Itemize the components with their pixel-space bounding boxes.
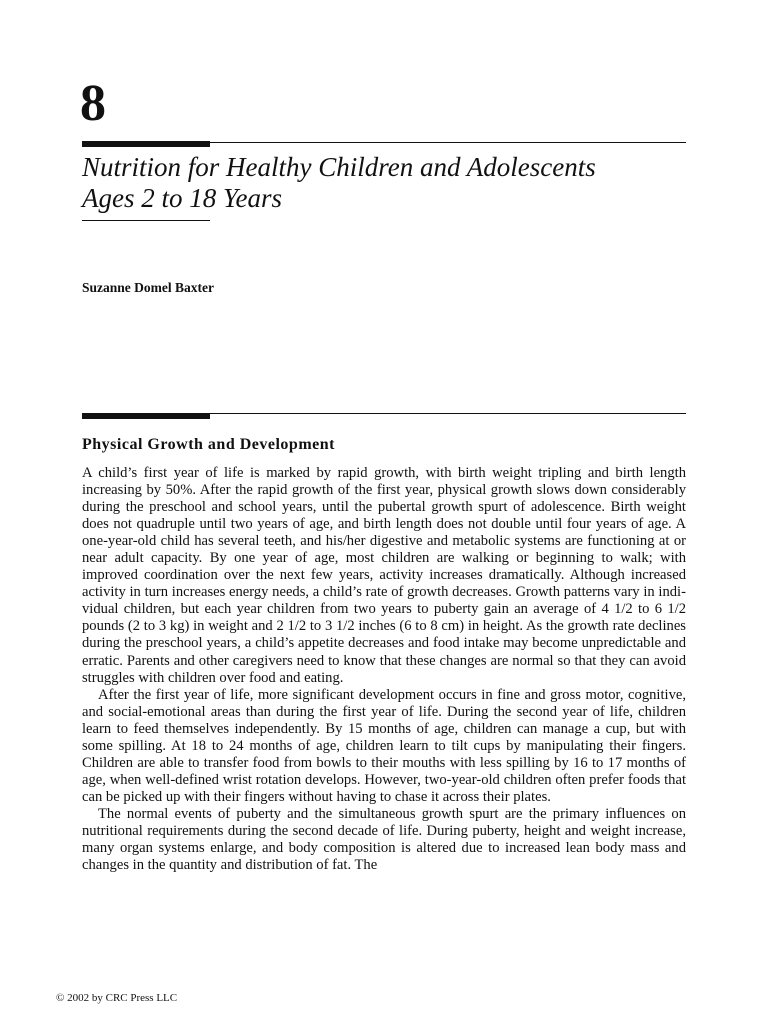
chapter-title	[82, 152, 682, 214]
title-underline	[82, 220, 210, 221]
chapter-title-line-2: Ages 2 to 18 Years	[82, 183, 283, 213]
chapter-number: 8	[80, 75, 106, 132]
paragraph-3: The normal events of puberty and the simultaneous growth spurt are the primary influences on nutritional requirements during the second decade of life. During puberty, height and weight increase, many organ systems enlarge, and body composition is altered due to increased lean body mass and changes in the quantity and distribution of fat. The	[82, 805, 686, 874]
chapter-rule-thick	[82, 141, 210, 147]
section-heading: Physical Growth and Development	[82, 436, 335, 453]
body-text	[82, 465, 686, 874]
copyright-notice: © 2002 by CRC Press LLC	[56, 992, 178, 1004]
section-rule-thick	[82, 413, 210, 419]
section-rule-thin	[210, 413, 686, 414]
author-name: Suzanne Domel Baxter	[82, 280, 214, 295]
paragraph-1: A child’s first year of life is marked by rapid growth, with birth weight tripling and birth length increasing by 50%. After the rapid growth of the first year, physical growth slows down considerably during the preschool and school years, until the pubertal growth spurt of adolescence. Birth weight does not quadruple until two years of age, and birth length does not double until four years of age. A one-year-old child has several teeth, and his/her digestive and metabolic systems are functioning at or near adult capacity. By one year of age, most children are walking or beginning to walk; with improved coordination over the next few years, activity increases dramatically. Although increased activity in turn increases energy needs, a child’s rate of growth decreases. Growth patterns vary in individual children, but each year children from two years to puberty gain an average of 4 1/2 to 6 1/2 pounds (2 to 3 kg) in weight and 2 1/2 to 3 1/2 inches (6 to 8 cm) in height. As the growth rate declines during the preschool years, a child’s appetite decreases and food intake may become unpredictable and erratic. Parents and other caregivers need to know that these changes are normal so that they can avoid struggles with children over food and eating.	[82, 465, 686, 686]
paragraph-2: After the first year of life, more significant development occurs in fine and gross motor, cognitive, and social-emotional areas than during the first year of life. During the second year of life, children learn to feed themselves independently. By 15 months of age, children can manage a cup, but with some spilling. At 18 to 24 months of age, children learn to tilt cups by manipulating their fingers. Children are able to transfer food from bowls to their mouths with less spilling by 16 to 17 months of age, when well-defined wrist rotation develops. However, two-year-old children often prefer foods that can be picked up with their fingers without having to chase it across their plates.	[82, 686, 686, 805]
chapter-rule-thin	[210, 142, 686, 143]
chapter-title-line-1: Nutrition for Healthy Children and Adolescents	[82, 152, 596, 182]
